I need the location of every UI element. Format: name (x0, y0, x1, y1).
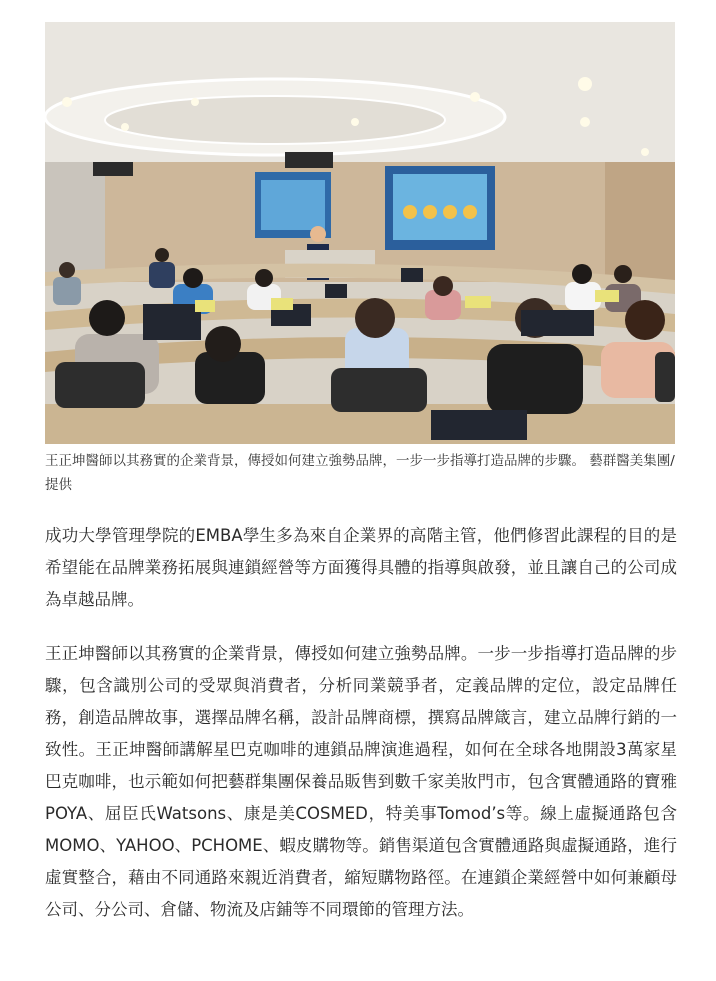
right-door (605, 162, 675, 282)
ceiling-ring-inner (105, 96, 445, 144)
article-paragraph-2: 王正坤醫師以其務實的企業背景，傳授如何建立強勢品牌。一步一步指導打造品牌的步驟，包含識別公司的受眾與消費者，分析同業競爭者，定義品牌的定位，設定品牌任務，創造品牌故事，選擇品牌名稱，設計品牌商標，撰寫品牌箴言，建立品牌行銷的一致性。王正坤醫師講解星巴克咖啡的連鎖品牌演進過程，如何在全球各地開設3萬家星巴克咖啡，也示範如何把藝群集團保養品販售到數千家美妝門市，包含實體通路的寶雅POYA、屈臣氏Watsons、康是美COSMED，特美事Tomod’s等。線上虛擬通路包含MOMO、YAHOO、PCHOME、蝦皮購物等。銷售渠道包含實體通路與虛擬通路，進行虛實整合，藉由不同通路來親近消費者，縮短購物路徑。在連鎖企業經營中如何兼顧母公司、分公司、倉儲、物流及店鋪等不同環節的管理方法。 (45, 644, 677, 919)
chair-right (655, 352, 675, 402)
chair-center (331, 368, 427, 412)
projector-left (93, 162, 133, 176)
article-paragraph-1: 成功大學管理學院的EMBA學生多為來自企業界的高階主管，他們修習此課程的目的是希望能在品牌業務拓展與連鎖經營等方面獲得具體的指導與啟發，並且讓自己的公司成為卓越品牌。 (45, 526, 677, 609)
left-wall (45, 162, 105, 272)
presenter-head (310, 226, 326, 242)
slide-content-left (261, 180, 325, 230)
photo-caption: 王正坤醫師以其務實的企業背景，傳授如何建立強勢品牌，一步一步指導打造品牌的步驟。 藝群醫美集團/提供 (45, 453, 675, 493)
classroom-illustration (45, 22, 675, 444)
projector-center (285, 152, 333, 168)
chair-left (55, 362, 145, 408)
classroom-photo (45, 22, 675, 444)
